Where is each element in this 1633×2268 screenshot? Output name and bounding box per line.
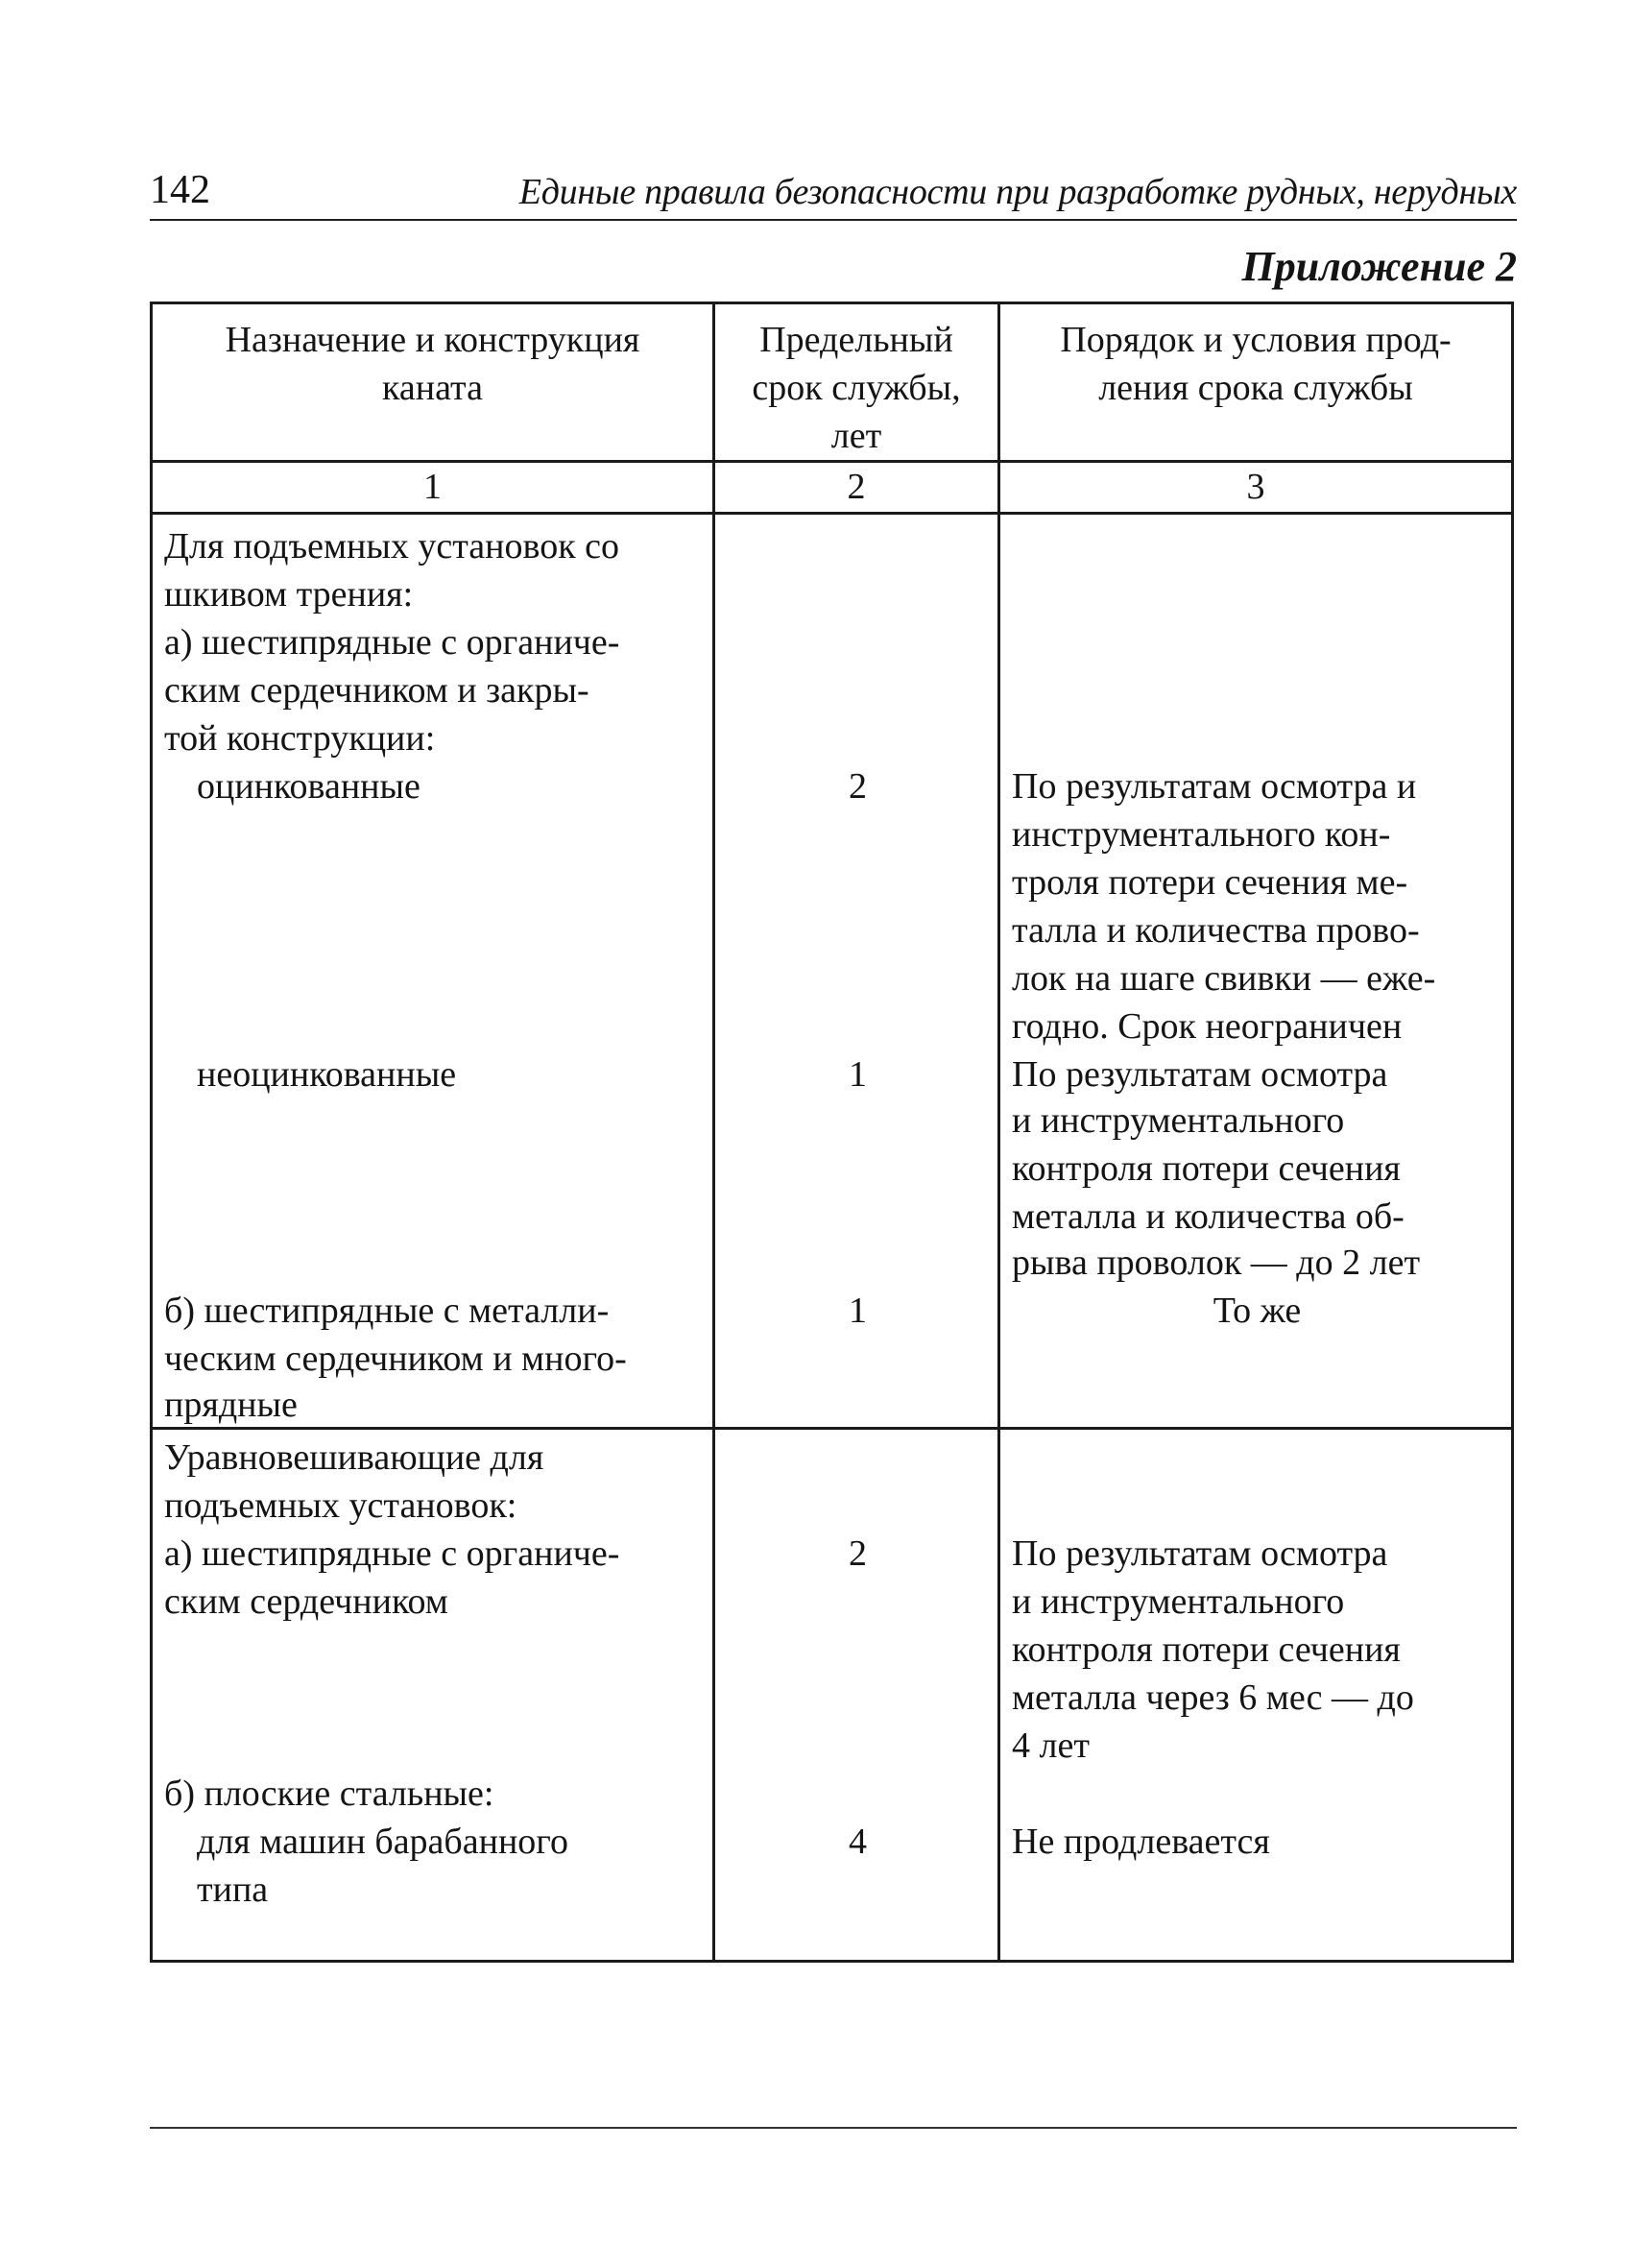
group1-extension-conditions: По результатам осмотра и инструментального кон- троля потери сечения ме- талла и количества прово- лок на шаге свивки — еже- годно. Срок неограничен По результатам осмотра и инструментального контроля потери сечения металла и количества об- рыва проволок — до 2 лет То же (999, 514, 1513, 1429)
appendix-title: Приложение 2 (1241, 243, 1517, 290)
column-header-purpose: Назначение и конструкция каната (152, 303, 714, 462)
table-row (152, 514, 1513, 1429)
page-number: 142 (150, 168, 210, 212)
column-header-service-life: Предельный срок службы, лет (714, 303, 999, 462)
group1-service-life: 2 1 1 (714, 514, 999, 1429)
group2-rope-type: Уравновешивающие для подъемных установок: а) шестипрядные с органиче- ским сердечником б) плоские стальные: для машин барабанного типа (152, 1429, 714, 1962)
footer-rule (150, 2127, 1517, 2129)
table (150, 302, 1514, 1963)
column-number-1: 1 (152, 462, 714, 514)
running-title: Единые правила безопасности при разработке рудных, нерудных (518, 172, 1517, 212)
group2-extension-conditions: По результатам осмотра и инструментального контроля потери сечения металла через 6 мес — до 4 лет Не продлевается (999, 1429, 1513, 1962)
rope-service-life-table (150, 302, 1514, 1963)
column-number-2: 2 (714, 462, 999, 514)
group1-rope-type: Для подъемных установок со шкивом трения: а) шестипрядные с органиче- ским сердечником и закры- той конструкции: оцинкованные неоцинкованные б) шестипрядные с металли- ческим сердечником и много- прядные (152, 514, 714, 1429)
running-head (150, 165, 1517, 221)
column-number-3: 3 (999, 462, 1513, 514)
column-header-extension-conditions: Порядок и условия прод- ления срока службы (999, 303, 1513, 462)
column-number-row (152, 462, 1513, 514)
table-header-row (152, 303, 1513, 462)
group2-service-life: 2 4 (714, 1429, 999, 1962)
table-row (152, 1429, 1513, 1962)
